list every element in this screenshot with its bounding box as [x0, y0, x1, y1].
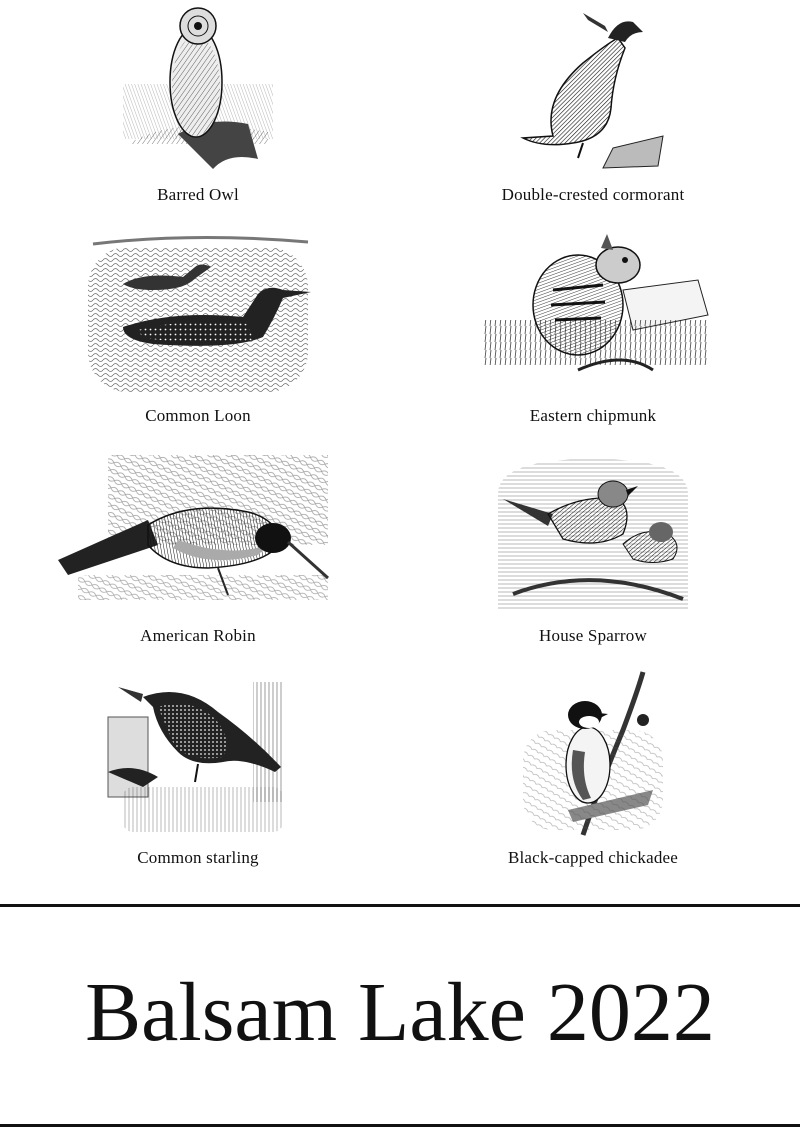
entry-house-sparrow — [443, 448, 743, 668]
caption-cormorant: Double-crested cormorant — [501, 185, 685, 204]
entry-common-loon — [48, 228, 348, 448]
chickadee-engraving-icon — [513, 670, 673, 840]
bottom-divider — [0, 1124, 800, 1127]
cormorant-engraving-icon — [513, 8, 673, 178]
sparrow-engraving-icon — [493, 454, 693, 619]
entry-barred-owl — [48, 0, 348, 220]
caption-house-sparrow: House Sparrow — [539, 626, 647, 645]
caption-barred-owl: Barred Owl — [157, 185, 239, 204]
loon-engraving-icon — [83, 232, 313, 397]
starling-engraving-icon — [103, 672, 293, 837]
top-divider — [0, 904, 800, 907]
entry-american-robin — [48, 448, 348, 668]
owl-engraving-icon — [118, 4, 278, 179]
caption-common-starling: Common starling — [137, 848, 259, 867]
robin-engraving-icon — [58, 450, 338, 610]
entry-black-capped-chickadee — [443, 668, 743, 888]
page-title: Balsam Lake 2022 — [85, 966, 715, 1059]
entry-eastern-chipmunk — [443, 228, 743, 448]
caption-black-capped-chickadee: Black-capped chickadee — [507, 848, 679, 867]
entry-common-starling — [48, 668, 348, 888]
caption-american-robin: American Robin — [140, 626, 256, 645]
caption-common-loon: Common Loon — [145, 406, 251, 425]
chipmunk-engraving-icon — [473, 230, 713, 390]
caption-eastern-chipmunk: Eastern chipmunk — [529, 406, 657, 425]
entry-cormorant — [443, 0, 743, 220]
